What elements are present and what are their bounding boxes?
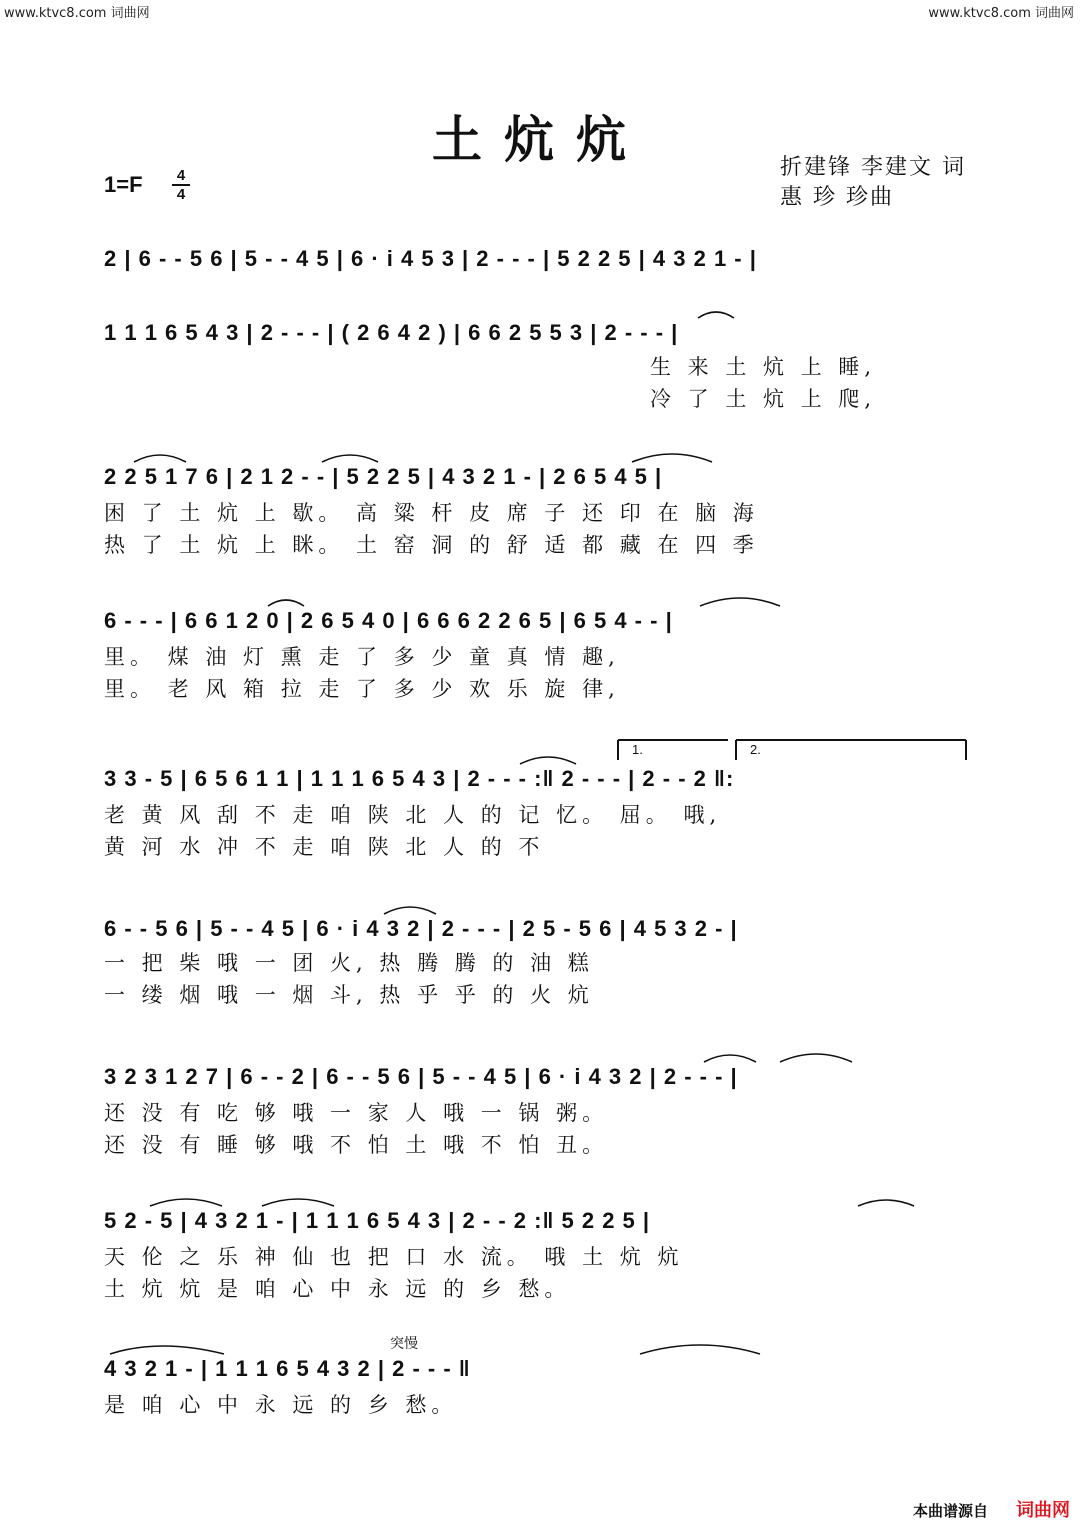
system-2-notes: 1 1 1 6 5 4 3 | 2 - - - | ( 2 6 4 2 ) | 6 6 2 5 5 3 | 2 - - - | bbox=[104, 320, 679, 345]
footer-source: 本曲谱源自 bbox=[912, 1502, 988, 1520]
system-7-lyric-1: 还 没 有 吃 够 哦 一 家 人 哦 一 锅 粥。 bbox=[104, 1101, 609, 1125]
tie bbox=[150, 1199, 222, 1206]
composer-credit: 惠 珍 珍曲 bbox=[780, 185, 894, 210]
system-2 bbox=[104, 312, 876, 411]
system-3-lyric-2: 热 了 土 炕 上 眯。 土 窑 洞 的 舒 适 都 藏 在 四 季 bbox=[104, 533, 759, 557]
system-6-lyric-2: 一 缕 烟 哦 一 烟 斗, 热 乎 乎 的 火 炕 bbox=[104, 983, 594, 1007]
tie bbox=[268, 600, 304, 606]
system-3-notes: 2 2 5 1 7 6 | 2 1 2 - - | 5 2 2 5 | 4 3 2 1 - | 2 6 5 4 5 | bbox=[104, 464, 663, 489]
system-4-lyric-1: 里。 煤 油 灯 熏 走 了 多 少 童 真 情 趣, bbox=[104, 645, 620, 669]
tie bbox=[520, 757, 576, 764]
lyricist-credit: 折建锋 李建文 词 bbox=[780, 155, 966, 180]
tie bbox=[322, 455, 378, 462]
volta-2-label: 2. bbox=[750, 742, 761, 757]
footer bbox=[913, 1496, 1070, 1522]
system-8-notes: 5 2 - 5 | 4 3 2 1 - | 1 1 1 6 5 4 3 | 2 - - 2 :‖ 5 2 2 5 | bbox=[104, 1208, 651, 1233]
system-5-lyric-1: 老 黄 风 刮 不 走 咱 陕 北 人 的 记 忆。 屈。 哦, bbox=[104, 803, 722, 827]
system-1-notes: 2 | 6 - - 5 6 | 5 - - 4 5 | 6 · i 4 5 3 | 2 - - - | 5 2 2 5 | 4 3 2 1 - | bbox=[104, 246, 757, 271]
time-signature-bottom: 4 bbox=[176, 186, 186, 203]
system-4-lyric-2: 里。 老 风 箱 拉 走 了 多 少 欢 乐 旋 律, bbox=[104, 677, 620, 701]
time-signature-top: 4 bbox=[176, 167, 186, 184]
system-2-lyric-1: 生 来 土 炕 上 睡, bbox=[650, 355, 877, 379]
system-8-lyric-1: 天 伦 之 乐 神 仙 也 把 口 水 流。 哦 土 炕 炕 bbox=[104, 1245, 684, 1269]
tie bbox=[134, 455, 186, 462]
system-8 bbox=[104, 1199, 914, 1301]
tie bbox=[640, 1345, 760, 1354]
tie bbox=[700, 598, 780, 606]
system-6-notes: 6 - - 5 6 | 5 - - 4 5 | 6 · i 4 3 2 | 2 - - - | 2 5 - 5 6 | 4 5 3 2 - | bbox=[104, 916, 738, 941]
tie bbox=[858, 1200, 914, 1206]
system-1 bbox=[104, 246, 757, 271]
system-7-notes: 3 2 3 1 2 7 | 6 - - 2 | 6 - - 5 6 | 5 - - 4 5 | 6 · i 4 3 2 | 2 - - - | bbox=[104, 1064, 738, 1089]
tie bbox=[632, 454, 712, 462]
volta-1-label: 1. bbox=[632, 742, 643, 757]
tie bbox=[384, 907, 436, 914]
system-9-notes: 4 3 2 1 - | 1 1 1 6 5 4 3 2 | 2 - - - ‖ bbox=[104, 1356, 471, 1381]
system-6-lyric-1: 一 把 柴 哦 一 团 火, 热 腾 腾 的 油 糕 bbox=[104, 951, 594, 975]
system-7-lyric-2: 还 没 有 睡 够 哦 不 怕 土 哦 不 怕 丑。 bbox=[104, 1133, 609, 1157]
system-9 bbox=[104, 1335, 760, 1417]
tie bbox=[110, 1346, 224, 1354]
system-4 bbox=[104, 598, 780, 701]
system-5-notes: 3 3 - 5 | 6 5 6 1 1 | 1 1 1 6 5 4 3 | 2 - - - :‖ 2 - - - | 2 - - 2 ‖: bbox=[104, 766, 735, 791]
system-4-notes: 6 - - - | 6 6 1 2 0 | 2 6 5 4 0 | 6 6 6 2 2 6 5 | 6 5 4 - - | bbox=[104, 608, 673, 633]
system-5 bbox=[104, 740, 966, 859]
tempo-mark: 突慢 bbox=[390, 1336, 418, 1352]
system-3-lyric-1: 困 了 土 炕 上 歇。 高 粱 杆 皮 席 子 还 印 在 脑 海 bbox=[104, 501, 759, 525]
system-3 bbox=[104, 454, 759, 557]
watermark-left: www.ktvc8.com 词曲网 bbox=[4, 6, 150, 21]
system-6 bbox=[104, 907, 738, 1007]
system-7 bbox=[104, 1054, 852, 1157]
tie bbox=[780, 1054, 852, 1062]
system-8-lyric-2: 土 炕 炕 是 咱 心 中 永 远 的 乡 愁。 bbox=[104, 1277, 571, 1301]
watermark-right: www.ktvc8.com 词曲网 bbox=[928, 6, 1074, 21]
tie bbox=[262, 1199, 334, 1206]
system-2-lyric-2: 冷 了 土 炕 上 爬, bbox=[650, 387, 877, 411]
footer-site-logo[interactable]: 词曲网 bbox=[1016, 1500, 1070, 1521]
system-9-lyric-1: 是 咱 心 中 永 远 的 乡 愁。 bbox=[104, 1393, 458, 1417]
song-title: 土炕炕 bbox=[432, 110, 648, 169]
tie bbox=[698, 312, 734, 318]
key-signature: 1=F bbox=[104, 172, 143, 197]
tie bbox=[704, 1055, 756, 1062]
system-5-lyric-2: 黄 河 水 冲 不 走 咱 陕 北 人 的 不 bbox=[104, 835, 545, 859]
